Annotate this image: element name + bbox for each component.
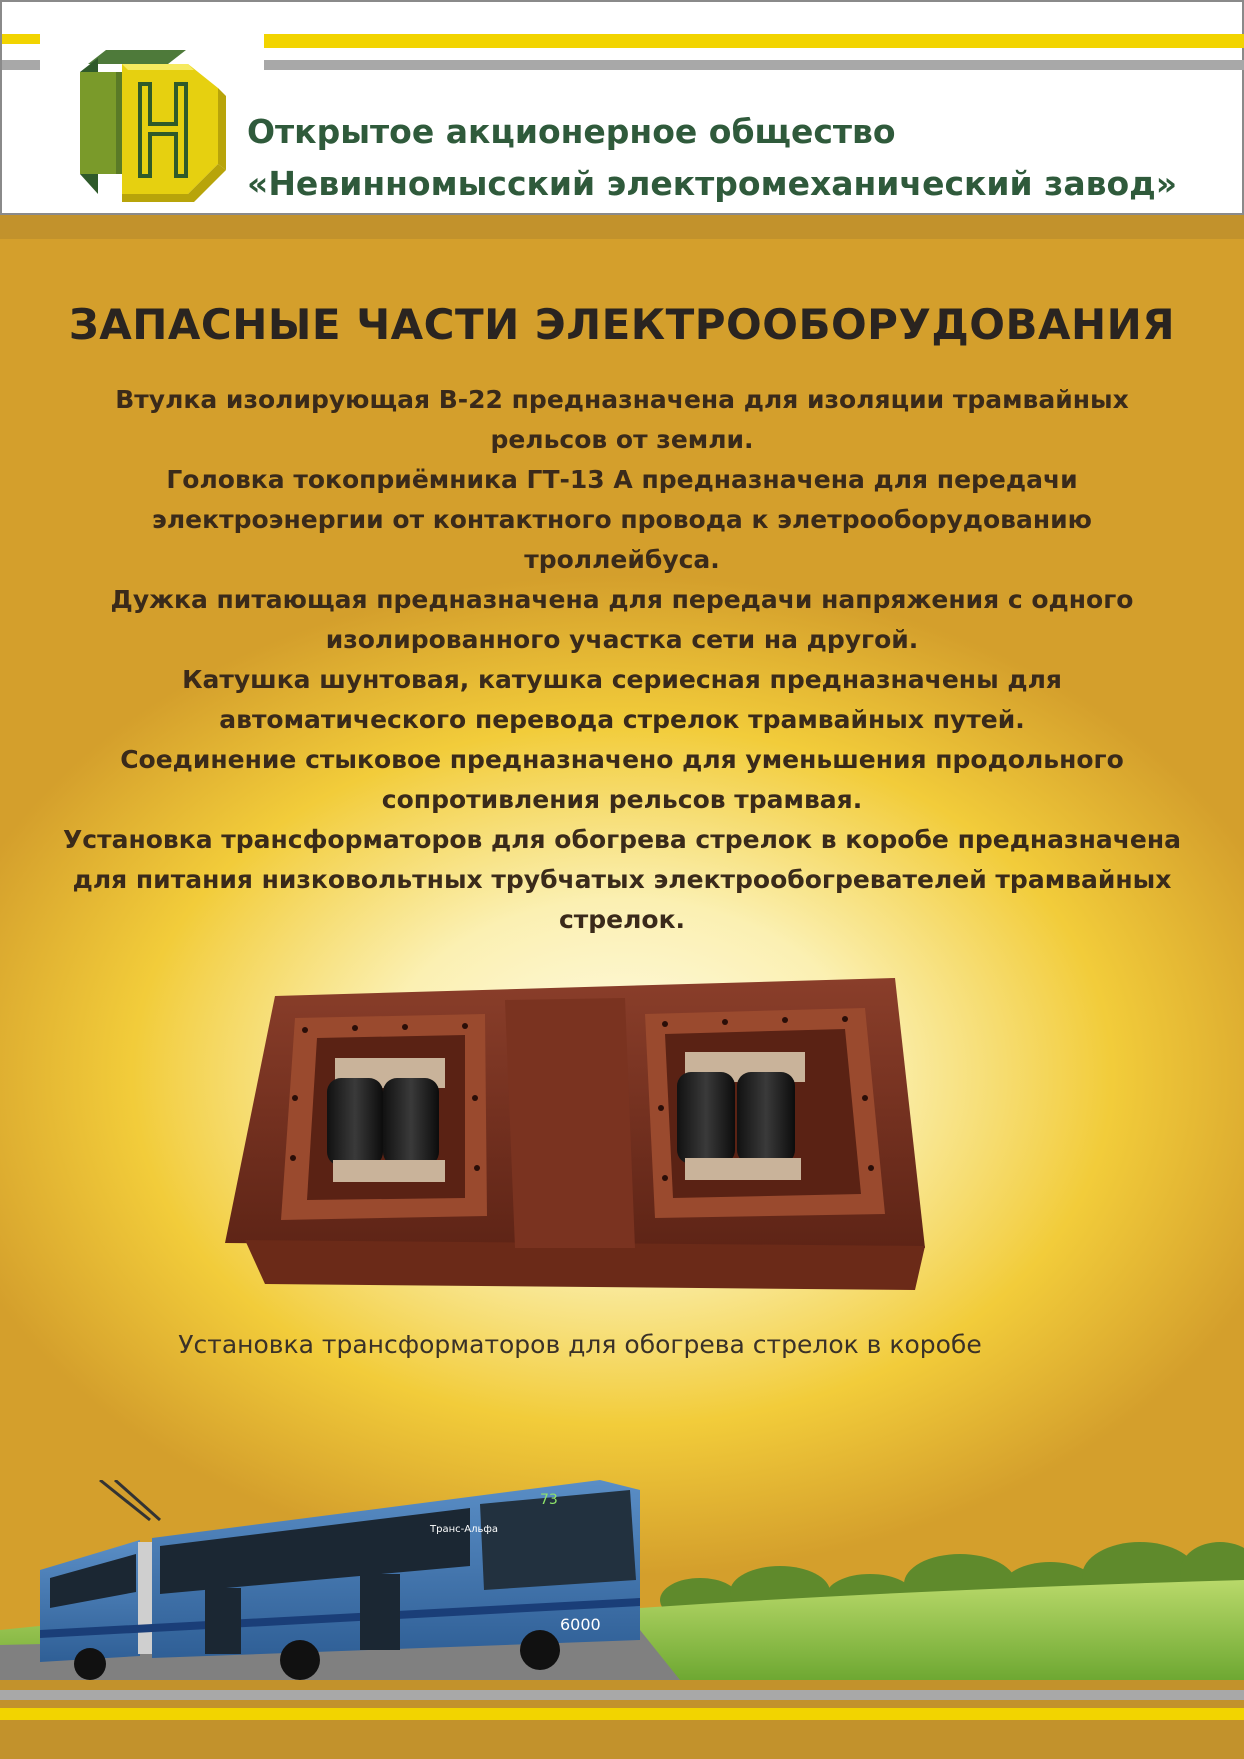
footer-stripe-gray — [0, 1690, 1244, 1700]
header-stripe-yellow-left — [2, 34, 40, 44]
company-name — [247, 106, 1227, 210]
main-top-bar — [0, 215, 1244, 239]
description-line: стрелок. — [558, 905, 686, 934]
description-line: изолированного участка сети на другой. — [325, 625, 919, 654]
description-line: автоматического перевода стрелок трамвайных путей. — [219, 705, 1025, 734]
company-line-2: «Невинномысский электромеханический завод» — [247, 164, 1178, 203]
fleet-number: 6000 — [560, 1615, 601, 1634]
description-line: сопротивления рельсов трамвая. — [381, 785, 863, 814]
header-stripe-gray-left — [2, 60, 40, 70]
header-stripe-yellow — [264, 34, 1244, 48]
bus-side-label: Транс-Альфа — [430, 1524, 499, 1535]
nemz-logo-icon — [76, 44, 226, 204]
route-number: 73 — [540, 1492, 558, 1508]
transformer-box-photo — [225, 978, 945, 1308]
header — [0, 0, 1244, 215]
header-stripe-gray — [264, 60, 1244, 70]
page-title: ЗАПАСНЫЕ ЧАСТИ ЭЛЕКТРООБОРУДОВАНИЯ — [68, 300, 1176, 349]
trolleybus-image — [40, 1480, 640, 1680]
description-line: Дужка питающая предназначена для передачи напряжения с одного — [110, 585, 1134, 614]
description — [20, 380, 1224, 940]
description-line: Катушка шунтовая, катушка сериесная предназначены для — [182, 665, 1062, 694]
description-line: Головка токоприёмника ГТ-13 А предназначена для передачи — [166, 465, 1078, 494]
description-line: троллейбуса. — [524, 545, 720, 574]
description-line: Соединение стыковое предназначено для уменьшения продольного — [120, 745, 1124, 774]
description-line: для питания низковольтных трубчатых электрообогревателей трамвайных — [72, 865, 1172, 894]
photo-caption: Установка трансформаторов для обогрева стрелок в коробе — [178, 1330, 982, 1359]
description-line: рельсов от земли. — [490, 425, 754, 454]
description-line: Втулка изолирующая В-22 предназначена для изоляции трамвайных — [115, 385, 1129, 414]
footer-stripe-yellow — [0, 1708, 1244, 1720]
description-line: электроэнергии от контактного провода к элетрооборудованию — [152, 505, 1092, 534]
description-line: Установка трансформаторов для обогрева стрелок в коробе предназначена — [63, 825, 1181, 854]
trolleybus-landscape — [0, 1480, 1244, 1680]
company-line-1: Открытое акционерное общество — [247, 112, 896, 151]
